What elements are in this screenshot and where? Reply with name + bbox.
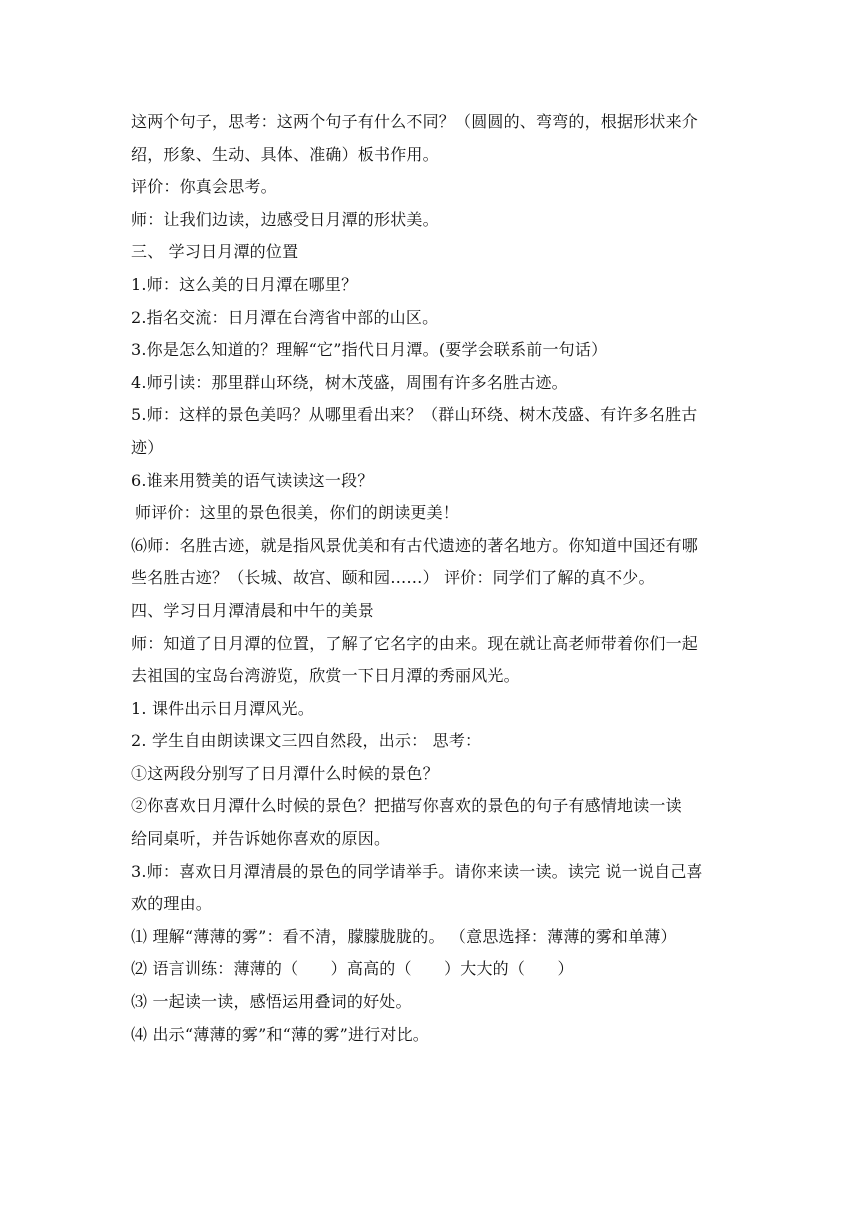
text-line: 师：知道了日月潭的位置，了解了它名字的由来。现在就让高老师带着你们一起 (131, 633, 699, 653)
document-body (131, 106, 741, 1051)
text-line: 绍，形象、生动、具体、准确）板书作用。 (131, 144, 439, 164)
text-line: 1. 课件出示日月潭风光。 (131, 698, 314, 718)
section-heading: 四、学习日月潭清晨和中午的美景 (131, 600, 375, 620)
text-line: 师：让我们边读，边感受日月潭的形状美。 (131, 209, 439, 229)
text-line: 4.师引读：那里群山环绕，树木茂盛，周围有许多名胜古迹。 (131, 372, 568, 392)
text-line: ②你喜欢日月潭什么时候的景色？把描写你喜欢的景色的句子有感情地读一读 (131, 796, 682, 816)
text-line: 3.你是怎么知道的？理解“它”指代日月潭。(要学会联系前一句话） (131, 340, 608, 360)
text-line: 2. 学生自由朗读课文三四自然段，出示： 思考： (131, 731, 482, 751)
text-line: 去祖国的宝岛台湾游览，欣赏一下日月潭的秀丽风光。 (131, 666, 520, 686)
section-heading: 三、 学习日月潭的位置 (131, 242, 299, 262)
text-line: 师评价：这里的景色很美，你们的朗读更美！ (135, 503, 460, 523)
text-line: 迹） (131, 437, 164, 457)
text-line: ⑴ 理解“薄薄的雾”：看不清，朦朦胧胧的。 （意思选择：薄薄的雾和单薄） (131, 926, 677, 946)
text-line: 评价：你真会思考。 (131, 177, 277, 197)
text-line: ①这两段分别写了日月潭什么时候的景色？ (131, 763, 439, 783)
text-line: 欢的理由。 (131, 894, 213, 914)
text-line: ⑷ 出示“薄薄的雾”和“薄的雾”进行对比。 (131, 1024, 430, 1044)
text-line: 给同桌听，并告诉她你喜欢的原因。 (131, 829, 391, 849)
text-line: ⑶ 一起读一读，感悟运用叠词的好处。 (131, 992, 412, 1012)
text-line: 5.师：这样的景色美吗？从哪里看出来？（群山环绕、树木茂盛、有许多名胜古 (131, 405, 698, 425)
text-line: 这两个句子，思考：这两个句子有什么不同？（圆圆的、弯弯的，根据形状来介 (131, 112, 699, 131)
text-line: ⑹师：名胜古迹，就是指风景优美和有古代遗迹的著名地方。你知道中国还有哪 (131, 535, 699, 555)
text-line: 些名胜古迹？（长城、故宫、颐和园……） 评价：同学们了解的真不少。 (131, 568, 655, 588)
text-line: 2.指名交流：日月潭在台湾省中部的山区。 (131, 307, 439, 327)
text-line: ⑵ 语言训练：薄薄的（ ）高高的（ ）大大的（ ） (131, 959, 574, 979)
text-line: 1.师：这么美的日月潭在哪里？ (131, 274, 358, 294)
text-line: 6.谁来用赞美的语气读读这一段？ (131, 470, 374, 490)
text-line: 3.师：喜欢日月潭清晨的景色的同学请举手。请你来读一读。读完 说一说自己喜 (131, 861, 703, 881)
